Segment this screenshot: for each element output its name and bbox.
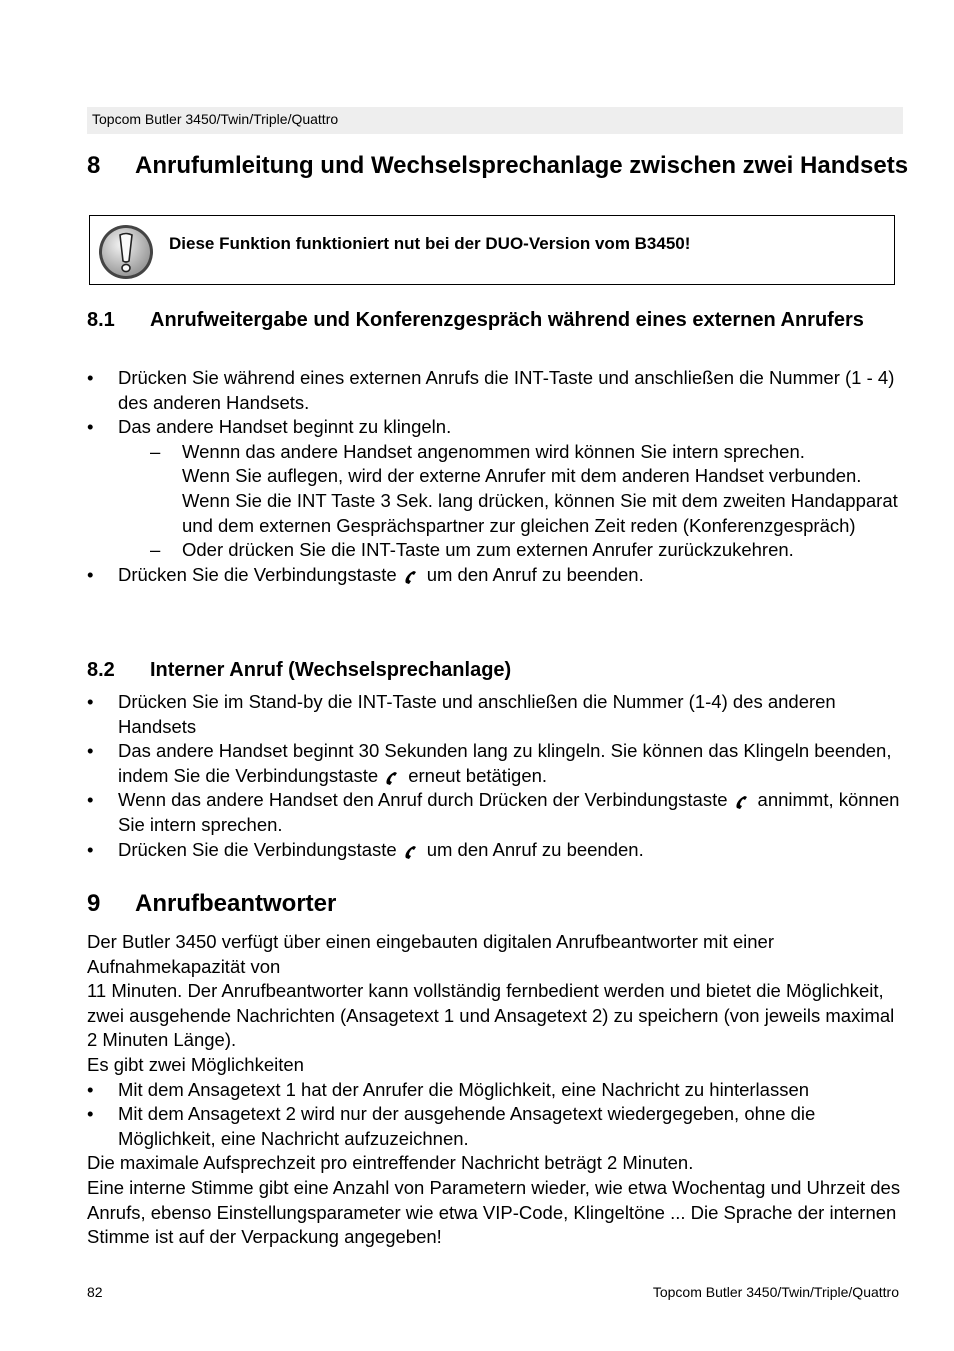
list-item: • Drücken Sie die Verbindungstaste um den Anruf zu beenden. [87, 838, 903, 863]
note-box [89, 215, 895, 285]
section-8-2-title: Interner Anruf (Wechselsprechanlage) [150, 659, 512, 681]
page-number: 82 [87, 1284, 103, 1300]
paragraph: Eine interne Stimme gibt eine Anzahl von Parametern wieder, wie etwa Wochentag und Uhrzeit des Anrufs, ebenso Einstellungsparameter wie etwa VIP-Code, Klingeltöne ... Die Sprache der internen Stimme ist auf der Verpackung angegeben! [87, 1176, 901, 1248]
section-8-2-list [87, 690, 903, 862]
exclamation-icon [98, 224, 154, 280]
section-8-2-number: 8.2 [87, 659, 115, 681]
section-9-number: 9 [87, 890, 101, 917]
phone-handset-icon [733, 793, 753, 811]
list-item: • Drücken Sie während eines externen Anrufs die INT-Taste und anschließen die Nummer (1 - 4) des anderen Handsets. [87, 366, 903, 415]
paragraph: Der Butler 3450 verfügt über einen eingebauten digitalen Anrufbeantworter mit einer Aufnahmekapazität von [87, 931, 774, 977]
running-header [87, 107, 903, 134]
section-8-title: Anrufumleitung und Wechselsprechanlage zwischen zwei Handsets [135, 152, 909, 179]
section-8-number: 8 [87, 152, 101, 179]
list-item: • Das andere Handset beginnt zu klingeln. [87, 415, 903, 440]
section-8-1-list [87, 366, 903, 587]
list-item: • Mit dem Ansagetext 2 wird nur der ausgehende Ansagetext wiedergegeben, ohne die Möglichkeit, eine Nachricht aufzuzeichnen. [87, 1102, 903, 1151]
paragraph: 11 Minuten. Der Anrufbeantworter kann vollständig fernbedient werden und bietet die Möglichkeit, zwei ausgehende Nachrichten (Ansagetext 1 und Ansagetext 2) zu speichern (von jeweils maximal 2 Minuten Länge). [87, 980, 895, 1051]
header-title: Topcom Butler 3450/Twin/Triple/Quattro [92, 111, 339, 127]
phone-handset-icon [383, 769, 403, 787]
phone-handset-icon [402, 568, 422, 586]
phone-handset-icon [402, 843, 422, 861]
list-item: • Drücken Sie im Stand-by die INT-Taste und anschließen die Nummer (1-4) des anderen Handsets [87, 690, 903, 739]
list-item: • Drücken Sie die Verbindungstaste um den Anruf zu beenden. [87, 563, 903, 588]
section-9-body [87, 930, 903, 1250]
paragraph: Die maximale Aufsprechzeit pro eintreffender Nachricht beträgt 2 Minuten. [87, 1152, 694, 1174]
list-item: • Mit dem Ansagetext 1 hat der Anrufer die Möglichkeit, eine Nachricht zu hinterlassen [87, 1078, 903, 1103]
sub-list-item: – Oder drücken Sie die INT-Taste um zum externen Anrufer zurückzukehren. [87, 538, 903, 563]
section-8-1-number: 8.1 [87, 309, 115, 331]
sub-list-item: – Wennn das andere Handset angenommen wird können Sie intern sprechen. Wenn Sie auflegen, wird der externe Anrufer mit dem anderen Handset verbunden. Wenn Sie die INT Taste 3 Sek. lang drücken, können Sie mit dem zweiten Handapparat und dem externen Gesprächspartner zur gleichen Zeit reden (Konferenzgespräch) [87, 440, 903, 538]
note-text: Diese Funktion funktioniert nut bei der DUO-Version vom B3450! [169, 234, 691, 253]
section-8-1-title: Anrufweitergabe und Konferenzgespräch während eines externen Anrufers [150, 309, 864, 331]
footer-title: Topcom Butler 3450/Twin/Triple/Quattro [652, 1284, 899, 1300]
section-9-title: Anrufbeantworter [135, 890, 337, 917]
list-item: • Wenn das andere Handset den Anruf durch Drücken der Verbindungstaste annimmt, können Sie intern sprechen. [87, 788, 903, 837]
list-item: • Das andere Handset beginnt 30 Sekunden lang zu klingeln. Sie können das Klingeln beenden, indem Sie die Verbindungstaste erneut betätigen. [87, 739, 903, 788]
paragraph: Es gibt zwei Möglichkeiten [87, 1053, 304, 1075]
